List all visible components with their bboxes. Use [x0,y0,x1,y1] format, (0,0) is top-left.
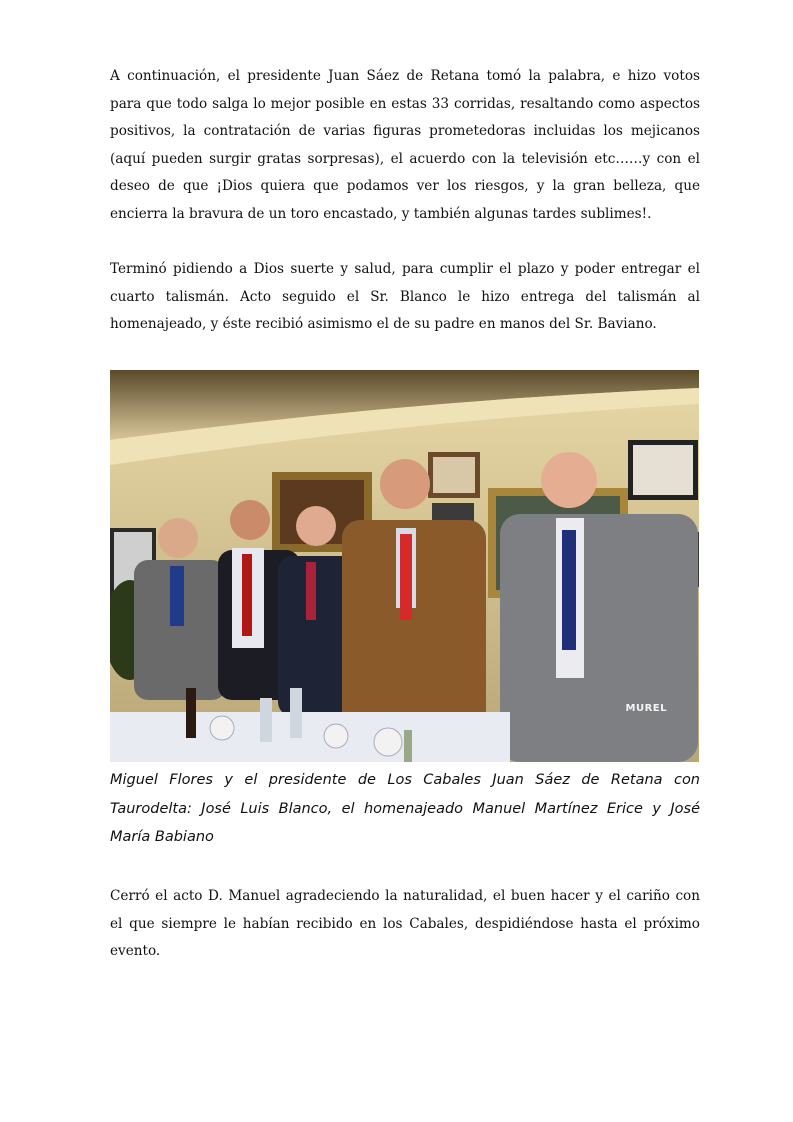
text-line: Terminó pidiendo a Dios suerte y salud, para cumplir el plazo y poder entregar el [110,261,700,277]
text-line: homenajeado, y éste recibió asimismo el de su padre en manos del Sr. Baviano. [110,316,657,333]
text-line: evento. [110,943,161,960]
text-line: para que todo salga lo mejor posible en estas 33 corridas, resaltando como aspectos [110,95,700,112]
group-photo [110,370,699,762]
text-line: el que siempre le habían recibido en los Cabales, despidiéndose hasta el próximo [110,915,700,932]
caption-line: Taurodelta: José Luis Blanco, el homenajeado Manuel Martínez Erice y José [110,800,700,817]
text-line: positivos, la contratación de varias figuras prometedoras incluidas los mejicanos [110,123,700,140]
text-line: encierra la bravura de un toro encastado, y también algunas tardes sublimes!. [110,205,652,222]
paragraph-closing [110,883,700,966]
paragraph-speech [110,63,700,229]
photo-caption [110,766,700,852]
caption-line: Miguel Flores y el presidente de Los Cabales Juan Sáez de Retana con [110,772,700,788]
photo-watermark: MUREL [625,703,667,714]
paragraph-talisman [110,256,700,339]
text-line: Cerró el acto D. Manuel agradeciendo la naturalidad, el buen hacer y el cariño con [110,888,700,904]
text-line: deseo de que ¡Dios quiera que podamos ver los riesgos, y la gran belleza, que [110,178,700,195]
text-line: (aquí pueden surgir gratas sorpresas), el acuerdo con la televisión etc……y con el [110,150,700,167]
caption-line: María Babiano [110,829,214,845]
text-line: cuarto talismán. Acto seguido el Sr. Blanco le hizo entrega del talismán al [110,288,700,305]
photo-illustration [110,370,699,762]
text-line: A continuación, el presidente Juan Sáez de Retana tomó la palabra, e hizo votos [110,68,700,84]
